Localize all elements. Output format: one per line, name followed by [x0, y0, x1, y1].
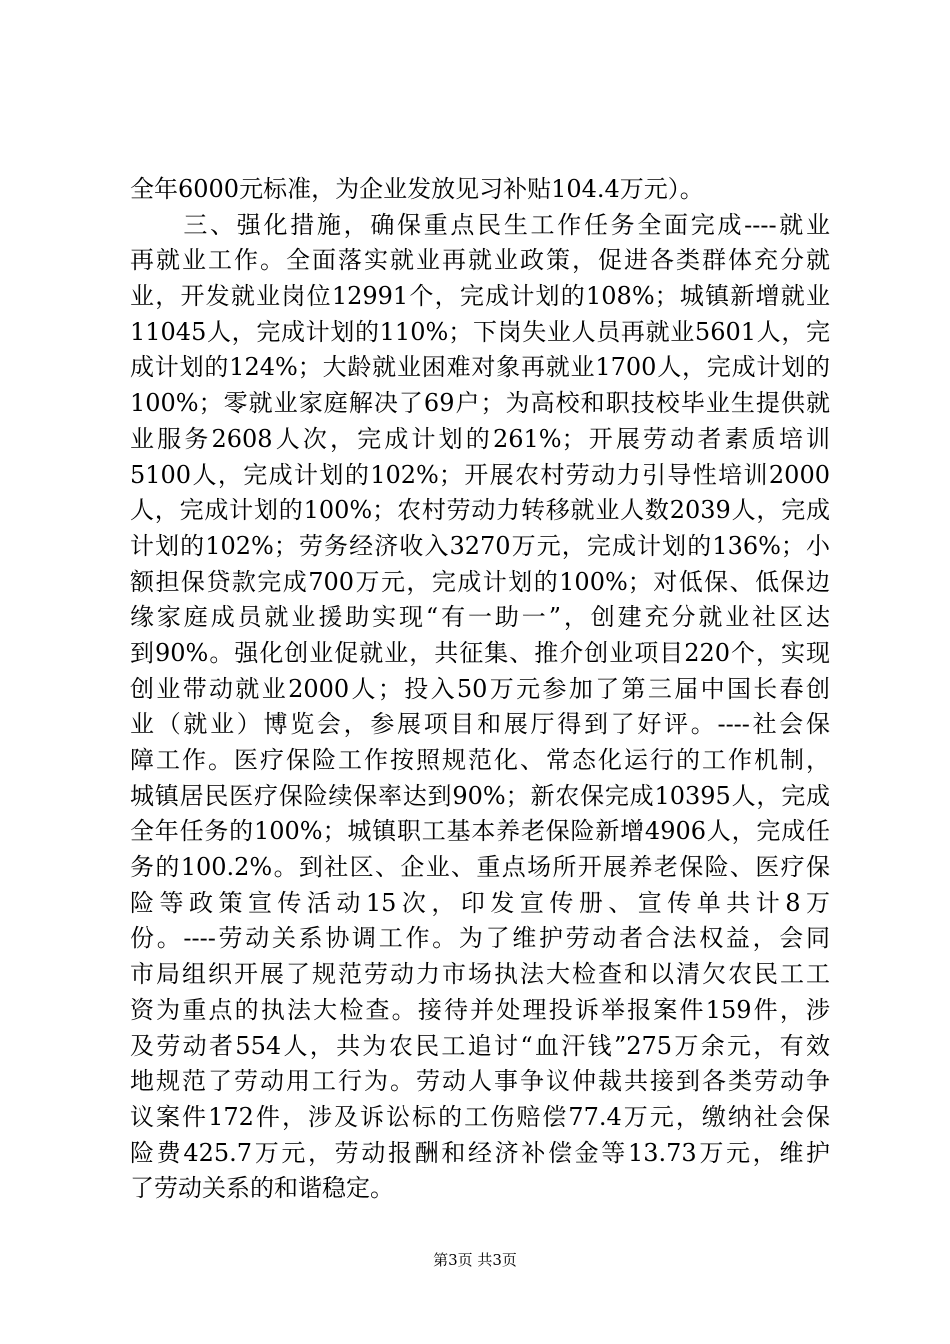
text-line: 人，完成计划的100%；农村劳动力转移就业人数2039人，完成 — [130, 496, 830, 525]
text-line: 再就业工作。全面落实就业再就业政策，促进各类群体充分就 — [130, 246, 830, 275]
text-line: 缘家庭成员就业援助实现“有一助一”，创建充分就业社区达 — [130, 603, 830, 632]
text-line: 100%；零就业家庭解决了69户；为高校和职技校毕业生提供就 — [130, 389, 830, 418]
text-line: 议案件172件，涉及诉讼标的工伤赔偿77.4万元，缴纳社会保 — [130, 1102, 830, 1131]
text-line: 全年6000元标准，为企业发放见习补贴104.4万元）。 — [130, 175, 704, 203]
text-line: 及劳动者554人，共为农民工追讨“血汗钱”275万余元，有效 — [130, 1031, 830, 1060]
text-line: 计划的102%；劳务经济收入3270万元，完成计划的136%；小 — [130, 531, 830, 560]
page-footer: 第3页 共3页 — [433, 1251, 517, 1269]
text-line: 业服务2608人次，完成计划的261%；开展劳动者素质培训 — [130, 424, 830, 453]
text-line: 成计划的124%；大龄就业困难对象再就业1700人，完成计划的 — [130, 353, 830, 382]
text-line: 市局组织开展了规范劳动力市场执法大检查和以清欠农民工工 — [130, 960, 830, 989]
text-line: 11045人，完成计划的110%；下岗失业人员再就业5601人，完 — [130, 317, 830, 346]
text-line: 创业带动就业2000人；投入50万元参加了第三届中国长春创 — [130, 674, 830, 703]
text-line: 险费425.7万元，劳动报酬和经济补偿金等13.73万元，维护 — [130, 1138, 830, 1167]
text-line: 务的100.2%。到社区、企业、重点场所开展养老保险、医疗保 — [130, 853, 830, 882]
text-line: 额担保贷款完成700万元，完成计划的100%；对低保、低保边 — [130, 567, 830, 596]
text-line: 城镇居民医疗保险续保率达到90%；新农保完成10395人，完成 — [130, 781, 830, 810]
text-line: 三、强化措施，确保重点民生工作任务全面完成----就业 — [130, 210, 830, 239]
body-text — [130, 172, 830, 1207]
text-line: 到90%。强化创业促就业，共征集、推介创业项目220个，实现 — [130, 638, 830, 667]
text-line: 险等政策宣传活动15次，印发宣传册、宣传单共计8万 — [130, 888, 830, 917]
text-line: 全年任务的100%；城镇职工基本养老保险新增4906人，完成任 — [130, 817, 830, 846]
text-line: 份。----劳动关系协调工作。为了维护劳动者合法权益，会同 — [130, 924, 830, 953]
text-line: 业（就业）博览会，参展项目和展厅得到了好评。----社会保 — [130, 710, 830, 739]
text-line: 了劳动关系的和谐稳定。 — [130, 1174, 394, 1203]
text-line: 5100人，完成计划的102%；开展农村劳动力引导性培训2000 — [130, 460, 830, 489]
text-line: 障工作。医疗保险工作按照规范化、常态化运行的工作机制， — [130, 746, 830, 774]
text-line: 资为重点的执法大检查。接待并处理投诉举报案件159件，涉 — [130, 995, 830, 1024]
text-line: 业，开发就业岗位12991个，完成计划的108%；城镇新增就业 — [130, 282, 830, 311]
text-line: 地规范了劳动用工行为。劳动人事争议仲裁共接到各类劳动争 — [130, 1067, 830, 1096]
